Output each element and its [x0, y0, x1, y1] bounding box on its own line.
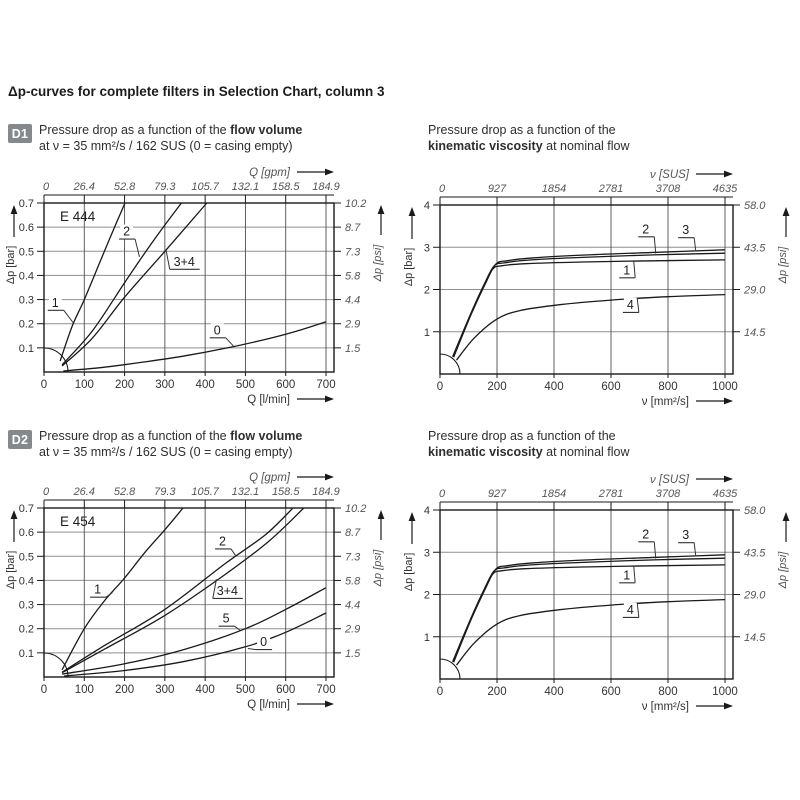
- svg-text:5.8: 5.8: [345, 270, 361, 283]
- d2-flow-caption-line1: Pressure drop as a function of the flow volume: [39, 429, 303, 443]
- svg-text:2: 2: [423, 284, 430, 297]
- svg-text:0.1: 0.1: [18, 647, 34, 660]
- svg-text:158.5: 158.5: [271, 486, 300, 498]
- svg-text:600: 600: [276, 379, 296, 391]
- svg-text:E 444: E 444: [60, 209, 96, 224]
- svg-text:3: 3: [682, 223, 690, 238]
- svg-text:800: 800: [658, 686, 678, 698]
- svg-text:29.0: 29.0: [744, 589, 766, 602]
- svg-text:4: 4: [423, 200, 430, 212]
- svg-text:1: 1: [94, 582, 102, 597]
- svg-text:184.9: 184.9: [312, 181, 340, 193]
- svg-text:500: 500: [235, 684, 256, 696]
- model-label: [60, 209, 96, 224]
- svg-text:0.6: 0.6: [18, 222, 34, 235]
- svg-text:3+4: 3+4: [216, 583, 238, 598]
- svg-text:700: 700: [316, 684, 336, 696]
- svg-text:600: 600: [601, 686, 621, 698]
- svg-text:Δp [psi]: Δp [psi]: [372, 549, 384, 587]
- svg-text:2.9: 2.9: [345, 623, 361, 636]
- svg-text:3708: 3708: [655, 488, 681, 500]
- d1-visc-caption-line2: kinematic viscosity at nominal flow: [428, 138, 630, 153]
- origin-arc: [440, 354, 460, 374]
- svg-text:0.7: 0.7: [18, 198, 34, 210]
- origin-arc: [44, 348, 68, 372]
- svg-text:0: 0: [213, 323, 221, 338]
- curve-0: [64, 613, 326, 676]
- svg-text:0: 0: [260, 635, 268, 650]
- svg-text:4.4: 4.4: [345, 599, 361, 612]
- svg-text:43.5: 43.5: [744, 547, 766, 560]
- svg-text:927: 927: [487, 183, 507, 195]
- svg-text:58.0: 58.0: [744, 200, 766, 212]
- section-d1-visc-header: [428, 123, 630, 154]
- svg-text:4: 4: [626, 602, 634, 617]
- svg-text:600: 600: [601, 381, 621, 393]
- section-d2-visc-header: [428, 429, 630, 460]
- svg-text:2: 2: [642, 222, 650, 237]
- gridlines: [44, 508, 334, 677]
- svg-text:0: 0: [438, 183, 446, 195]
- svg-text:3: 3: [423, 547, 430, 560]
- svg-text:10.2: 10.2: [345, 198, 367, 210]
- svg-text:500: 500: [235, 379, 256, 391]
- origin-arc: [440, 659, 460, 679]
- svg-text:5: 5: [222, 611, 230, 626]
- svg-text:4: 4: [423, 505, 430, 517]
- svg-text:4.4: 4.4: [345, 294, 361, 307]
- axes: [403, 474, 789, 713]
- section-badge-d1: D1: [8, 124, 32, 143]
- svg-text:3+4: 3+4: [173, 254, 195, 269]
- svg-text:0: 0: [42, 486, 50, 498]
- curve-labels: [619, 527, 695, 617]
- d2-visc-caption-line1: Pressure drop as a function of the: [428, 429, 616, 443]
- svg-text:0.3: 0.3: [18, 294, 34, 307]
- svg-text:Δp [bar]: Δp [bar]: [5, 550, 17, 590]
- section-badge-d2: D2: [8, 430, 32, 449]
- svg-text:132.1: 132.1: [231, 486, 260, 498]
- d2-flow-chart: [0, 465, 400, 720]
- svg-text:1: 1: [51, 295, 59, 310]
- svg-text:4: 4: [626, 297, 634, 312]
- curve-3: [454, 250, 725, 357]
- curve-0: [63, 322, 326, 371]
- section-d1-flow-header: [8, 123, 302, 154]
- svg-text:0: 0: [436, 381, 444, 393]
- svg-text:800: 800: [658, 381, 678, 393]
- svg-text:0.4: 0.4: [18, 270, 34, 283]
- curve-1: [453, 260, 725, 357]
- svg-text:26.4: 26.4: [73, 181, 95, 193]
- svg-text:ν [mm²/s]: ν [mm²/s]: [641, 396, 689, 408]
- svg-text:927: 927: [487, 488, 507, 500]
- svg-text:0.3: 0.3: [18, 599, 34, 612]
- svg-text:0.6: 0.6: [18, 527, 34, 540]
- curve-labels: [619, 222, 695, 312]
- svg-text:400: 400: [195, 379, 215, 391]
- svg-text:132.1: 132.1: [231, 181, 260, 193]
- d2-visc-caption-line2: kinematic viscosity at nominal flow: [428, 444, 630, 459]
- svg-text:0.4: 0.4: [18, 575, 34, 588]
- svg-text:Δp [psi]: Δp [psi]: [777, 246, 789, 284]
- svg-text:0: 0: [40, 684, 48, 696]
- svg-text:100: 100: [74, 379, 94, 391]
- d1-flow-caption-line2: at ν = 35 mm²/s / 162 SUS (0 = casing empty): [39, 138, 293, 153]
- svg-text:4635: 4635: [712, 488, 738, 500]
- svg-text:10.2: 10.2: [345, 503, 367, 515]
- svg-text:3708: 3708: [655, 183, 681, 195]
- axes: [5, 472, 384, 711]
- d1-viscosity-chart: [395, 160, 800, 415]
- svg-text:43.5: 43.5: [744, 242, 766, 255]
- svg-text:52.8: 52.8: [113, 181, 136, 193]
- d1-flow-chart: [0, 160, 400, 415]
- curve-5: [62, 588, 326, 674]
- svg-text:158.5: 158.5: [271, 181, 300, 193]
- d2-flow-caption: [39, 429, 302, 460]
- svg-text:E 454: E 454: [60, 514, 96, 529]
- d2-visc-caption: [428, 429, 630, 460]
- svg-text:0.5: 0.5: [18, 551, 34, 564]
- svg-text:0.2: 0.2: [18, 623, 34, 636]
- svg-text:Δp [bar]: Δp [bar]: [403, 552, 415, 592]
- svg-text:2: 2: [123, 224, 131, 239]
- d2-flow-caption-line2: at ν = 35 mm²/s / 162 SUS (0 = casing empty): [39, 444, 293, 459]
- svg-text:0.7: 0.7: [18, 503, 34, 515]
- svg-text:400: 400: [544, 381, 564, 393]
- d1-flow-caption: [39, 123, 302, 154]
- svg-text:52.8: 52.8: [113, 486, 136, 498]
- svg-text:1854: 1854: [541, 183, 567, 195]
- svg-text:400: 400: [544, 686, 564, 698]
- svg-text:Q [gpm]: Q [gpm]: [249, 472, 290, 484]
- curves: [453, 555, 725, 665]
- svg-text:Q [l/min]: Q [l/min]: [247, 699, 290, 711]
- svg-text:26.4: 26.4: [73, 486, 95, 498]
- svg-text:8.7: 8.7: [345, 527, 361, 540]
- svg-text:2781: 2781: [598, 183, 624, 195]
- svg-text:200: 200: [487, 381, 507, 393]
- svg-text:ν [SUS]: ν [SUS]: [650, 474, 689, 486]
- svg-text:1.5: 1.5: [345, 342, 361, 355]
- svg-text:1.5: 1.5: [345, 647, 361, 660]
- svg-text:2: 2: [642, 527, 650, 542]
- svg-text:2: 2: [218, 534, 226, 549]
- svg-text:1854: 1854: [541, 488, 567, 500]
- page-title: Δp-curves for complete filters in Selection Chart, column 3: [8, 84, 385, 99]
- svg-text:100: 100: [74, 684, 94, 696]
- svg-text:Δp [psi]: Δp [psi]: [372, 244, 384, 282]
- svg-text:0: 0: [436, 686, 444, 698]
- svg-text:200: 200: [487, 686, 507, 698]
- svg-text:300: 300: [155, 379, 175, 391]
- svg-text:0: 0: [438, 488, 446, 500]
- gridlines: [44, 203, 334, 372]
- svg-text:7.3: 7.3: [345, 246, 361, 259]
- svg-text:29.0: 29.0: [744, 284, 766, 297]
- svg-text:Δp [bar]: Δp [bar]: [403, 247, 415, 287]
- svg-text:2781: 2781: [598, 488, 624, 500]
- svg-text:3: 3: [423, 242, 430, 255]
- svg-text:Δp [psi]: Δp [psi]: [777, 551, 789, 589]
- svg-text:0: 0: [42, 181, 50, 193]
- svg-text:79.3: 79.3: [154, 486, 176, 498]
- svg-text:400: 400: [195, 684, 215, 696]
- svg-text:1: 1: [623, 568, 631, 583]
- svg-text:0: 0: [40, 379, 48, 391]
- svg-text:79.3: 79.3: [154, 181, 176, 193]
- svg-text:2: 2: [423, 589, 430, 602]
- svg-text:0.2: 0.2: [18, 318, 34, 331]
- svg-text:200: 200: [114, 379, 135, 391]
- svg-text:300: 300: [155, 684, 175, 696]
- svg-text:0.1: 0.1: [18, 342, 34, 355]
- d2-viscosity-chart: [395, 465, 800, 720]
- svg-text:1: 1: [623, 263, 631, 278]
- svg-text:8.7: 8.7: [345, 222, 361, 235]
- svg-text:Q [gpm]: Q [gpm]: [249, 167, 290, 179]
- svg-text:ν [mm²/s]: ν [mm²/s]: [641, 701, 689, 713]
- svg-text:2.9: 2.9: [345, 318, 361, 331]
- axes: [5, 167, 384, 406]
- d1-flow-caption-line1: Pressure drop as a function of the flow volume: [39, 123, 303, 137]
- axes: [403, 169, 789, 408]
- svg-text:5.8: 5.8: [345, 575, 361, 588]
- svg-text:Δp [bar]: Δp [bar]: [5, 245, 17, 285]
- model-label: [60, 514, 96, 529]
- d1-visc-caption: [428, 123, 630, 154]
- d1-visc-caption-line1: Pressure drop as a function of the: [428, 123, 616, 137]
- section-d2-flow-header: [8, 429, 302, 460]
- svg-text:4635: 4635: [712, 183, 738, 195]
- svg-text:7.3: 7.3: [345, 551, 361, 564]
- svg-text:600: 600: [276, 684, 296, 696]
- svg-text:105.7: 105.7: [191, 486, 219, 498]
- svg-text:ν [SUS]: ν [SUS]: [650, 169, 689, 181]
- svg-text:0.5: 0.5: [18, 246, 34, 259]
- svg-text:14.5: 14.5: [744, 326, 766, 339]
- svg-text:700: 700: [316, 379, 336, 391]
- svg-text:3: 3: [682, 528, 690, 543]
- svg-text:200: 200: [114, 684, 135, 696]
- svg-text:184.9: 184.9: [312, 486, 340, 498]
- svg-text:1000: 1000: [712, 381, 738, 393]
- svg-text:1: 1: [423, 631, 430, 644]
- curve-labels: [90, 534, 272, 649]
- svg-text:58.0: 58.0: [744, 505, 766, 517]
- svg-text:14.5: 14.5: [744, 631, 766, 644]
- svg-text:Q [l/min]: Q [l/min]: [247, 394, 290, 406]
- svg-text:1: 1: [423, 326, 430, 339]
- svg-text:105.7: 105.7: [191, 181, 219, 193]
- curve-1: [453, 565, 725, 662]
- curve-3: [454, 555, 725, 662]
- svg-text:1000: 1000: [712, 686, 738, 698]
- curves: [453, 250, 725, 360]
